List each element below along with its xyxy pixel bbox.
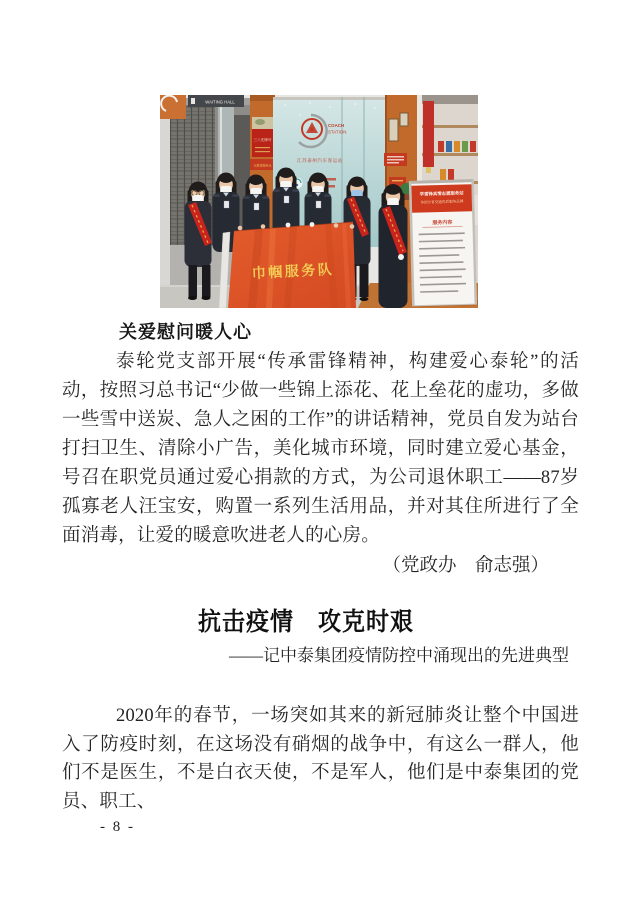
board-title: 服务内容 xyxy=(432,220,453,227)
pillar-sign-text: 志愿者服务点 xyxy=(253,163,272,168)
article2-title: 抗击疫情 攻克时艰 xyxy=(198,608,414,636)
section-heading: 关爱慰问暖人心 xyxy=(119,322,252,342)
article1-paragraph: 泰轮党支部开展“传承雷锋精神，构建爱心泰轮”的活动，按照习总书记“少做一些锦上添花、花上垒花的虚功，多做一些雪中送炭、急人之困的工作”的讲话精神，党员自发为站台打扫卫生、清除小广告，美化城市环境，同时建立爱心基金，号召在职党员通过爱心捐款的方式，为公司退休职工——87岁孤寡老人汪宝安，购置一系列生活用品，并对其住所进行了全面消毒，让爱的暖意吹进老人的心房。 xyxy=(62,352,579,546)
photo-coach-station xyxy=(160,95,478,308)
page-number: - 8 - xyxy=(100,819,135,835)
article1-byline: （党政办 俞志强） xyxy=(382,556,549,576)
station-name-text: 江苏泰州汽车客运站 xyxy=(297,158,343,163)
banner-text: 巾帼服务队 xyxy=(251,262,335,283)
women-service-banner xyxy=(219,222,356,308)
board-header-line2: 争创全省交通优质服务品牌 xyxy=(420,199,464,205)
logo-text-line1: COACH xyxy=(328,123,345,128)
article2-paragraph: 2020年的春节，一场突如其来的新冠肺炎让整个中国进入了防疫时刻，在这场没有硝烟的战争中，有这么一群人，他们不是医生，不是白衣天使，不是军人，他们是中泰集团的党员、职工、 xyxy=(62,706,579,812)
person-7 xyxy=(379,184,408,308)
photo-illustration xyxy=(160,95,478,308)
board-header-line1: 学雷锋真情志愿服务站 xyxy=(419,190,464,197)
article2-subtitle: ——记中泰集团疫情防控中涌现出的先进典型 xyxy=(229,646,569,665)
logo-text-line2: STATION xyxy=(328,129,347,135)
service-sign-board xyxy=(408,179,478,307)
waiting-hall-text: WAITING HALL xyxy=(205,99,235,105)
poster-text: 三八先锋号 xyxy=(253,138,272,142)
